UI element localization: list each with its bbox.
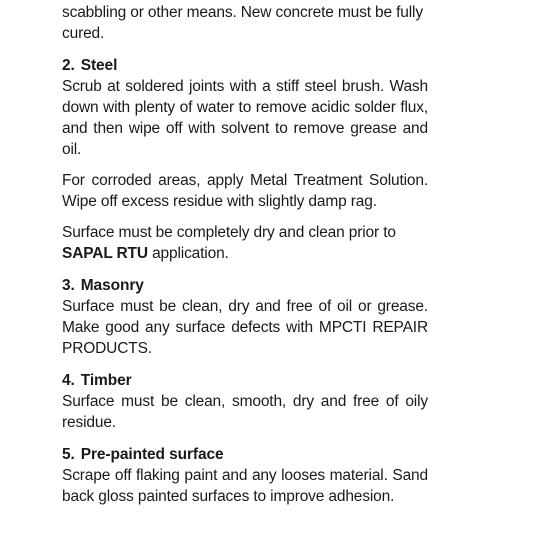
intro-line-1: scabbling or other means. New concrete must be fully: [62, 4, 423, 21]
section-title: Masonry: [80, 277, 144, 294]
section-heading-timber: [62, 370, 428, 391]
section-number: 2.: [62, 57, 75, 74]
section-title: Timber: [80, 372, 132, 389]
masonry-paragraph: Surface must be clean, dry and free of oil or grease. Make good any surface defects with MPCTI REPAIR PRODUCTS.: [62, 298, 428, 357]
product-name: SAPAL RTU: [62, 245, 148, 262]
steel-paragraph-1: Scrub at soldered joints with a stiff steel brush. Wash down with plenty of water to remove acidic solder flux, and then wipe off with solvent to remove grease and oil.: [62, 78, 428, 158]
section-heading-pre-painted: [62, 444, 428, 465]
document-page: [62, 2, 428, 507]
intro-paragraph: [62, 2, 428, 44]
timber-paragraph: Surface must be clean, smooth, dry and free of oily residue.: [62, 393, 428, 431]
steel-paragraph-3: [62, 222, 428, 264]
steel-paragraph-2: For corroded areas, apply Metal Treatment Solution. Wipe off excess residue with slightly damp rag.: [62, 172, 428, 210]
section-heading-masonry: [62, 275, 428, 296]
section-title: Steel: [80, 57, 118, 74]
pre-painted-paragraph: Scrape off flaking paint and any looses material. Sand back gloss painted surfaces to improve adhesion.: [62, 467, 428, 505]
section-title: Pre-painted surface: [80, 446, 224, 463]
section-number: 4.: [62, 372, 75, 389]
section-heading-steel: [62, 55, 428, 76]
section-number: 3.: [62, 277, 75, 294]
steel-paragraph-3-before: Surface must be completely dry and clean prior to: [62, 224, 396, 241]
intro-line-2: cured.: [62, 25, 105, 42]
section-number: 5.: [62, 446, 75, 463]
steel-paragraph-3-after: application.: [147, 245, 229, 262]
